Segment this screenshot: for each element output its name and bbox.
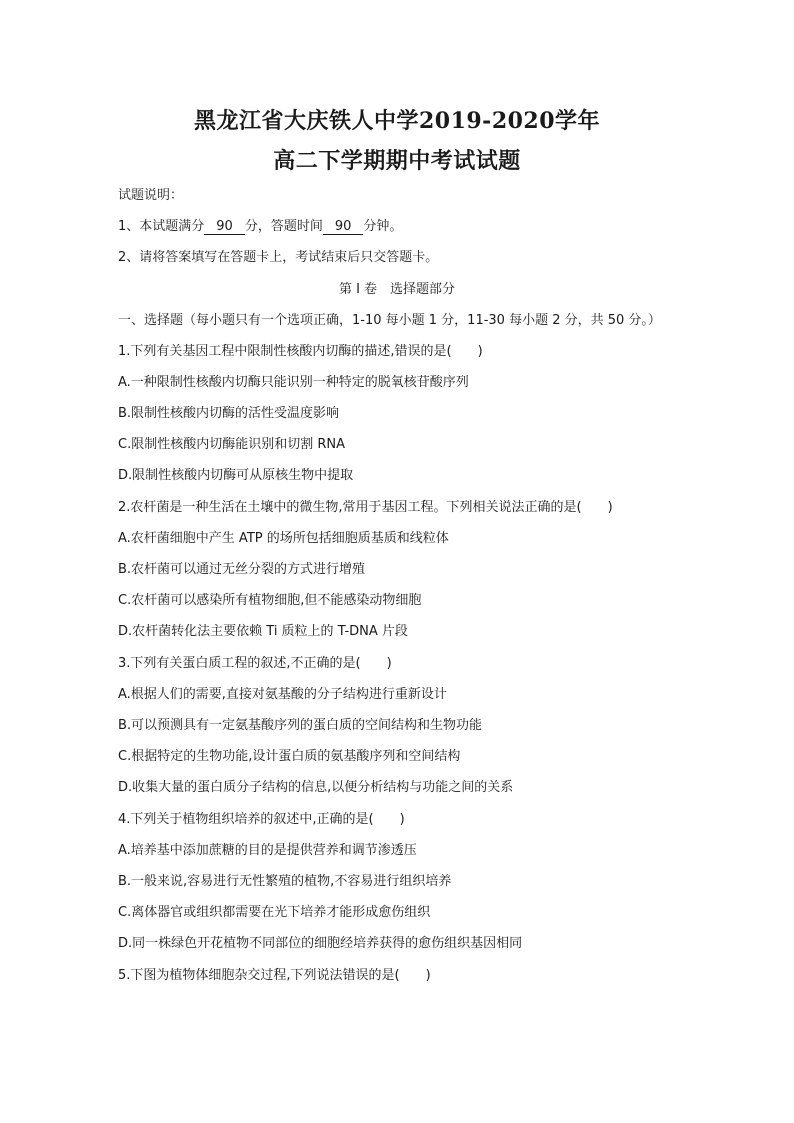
question-2-option-c: C.农杆菌可以感染所有植物细胞,但不能感染动物细胞 (118, 593, 422, 608)
instructions-heading: 试题说明： (118, 188, 184, 203)
question-3-option-b: B.可以预测具有一定氨基酸序列的蛋白质的空间结构和生物功能 (118, 718, 483, 733)
question-2-option-a: A.农杆菌细胞中产生 ATP 的场所包括细胞质基质和线粒体 (118, 531, 449, 546)
question-2-option-d: D.农杆菌转化法主要依赖 Ti 质粒上的 T-DNA 片段 (118, 624, 408, 639)
question-3-stem: 3.下列有关蛋白质工程的叙述,不正确的是( ) (118, 656, 392, 671)
full-score-value: 90 (204, 219, 245, 235)
instruction-item-1-mid: 分，答题时间 (244, 219, 323, 234)
question-1-stem: 1.下列有关基因工程中限制性核酸内切酶的描述,错误的是( ) (118, 344, 483, 359)
question-2-stem: 2.农杆菌是一种生活在土壤中的微生物,常用于基因工程。下列相关说法正确的是( ) (118, 500, 613, 515)
question-3-option-a: A.根据人们的需要,直接对氨基酸的分子结构进行重新设计 (118, 687, 447, 702)
instruction-item-1-prefix: 1、本试题满分 (118, 219, 205, 234)
instruction-item-2: 2、请将答案填写在答题卡上，考试结束后只交答题卡。 (118, 250, 439, 265)
part-heading: 一、选择题（每小题只有一个选项正确，1-10 每小题 1 分，11-30 每小题 2 分，共 50 分。） (118, 313, 661, 328)
document-title-line1: 黑龙江省大庆铁人中学2019-2020学年 (193, 108, 601, 134)
question-1-option-d: D.限制性核酸内切酶可从原核生物中提取 (118, 468, 354, 483)
question-3-option-c: C.根据特定的生物功能,设计蛋白质的氨基酸序列和空间结构 (118, 749, 461, 764)
question-5-stem: 5.下图为植物体细胞杂交过程,下列说法错误的是( ) (118, 968, 431, 983)
instruction-item-1 (118, 218, 402, 236)
question-3-option-d: D.收集大量的蛋白质分子结构的信息,以便分析结构与功能之间的关系 (118, 780, 514, 795)
instruction-item-1-suffix: 分钟。 (363, 219, 403, 234)
question-1-option-b: B.限制性核酸内切酶的活性受温度影响 (118, 406, 340, 421)
time-limit-value: 90 (323, 219, 364, 235)
question-4-stem: 4.下列关于植物组织培养的叙述中,正确的是( ) (118, 812, 405, 827)
question-2-option-b: B.农杆菌可以通过无丝分裂的方式进行增殖 (118, 562, 366, 577)
question-4-option-b: B.一般来说,容易进行无性繁殖的植物,不容易进行组织培养 (118, 874, 452, 889)
question-4-option-a: A.培养基中添加蔗糖的目的是提供营养和调节渗透压 (118, 843, 417, 858)
section-title: 第 I 卷 选择题部分 (338, 282, 456, 297)
question-4-option-c: C.离体器官或组织都需要在光下培养才能形成愈伤组织 (118, 905, 431, 920)
question-1-option-c: C.限制性核酸内切酶能识别和切割 RNA (118, 437, 345, 452)
document-title-line2: 高二下学期期中考试试题 (273, 148, 521, 174)
question-1-option-a: A.一种限制性核酸内切酶只能识别一种特定的脱氧核苷酸序列 (118, 375, 469, 390)
question-4-option-d: D.同一株绿色开花植物不同部位的细胞经培养获得的愈伤组织基因相同 (118, 936, 523, 951)
